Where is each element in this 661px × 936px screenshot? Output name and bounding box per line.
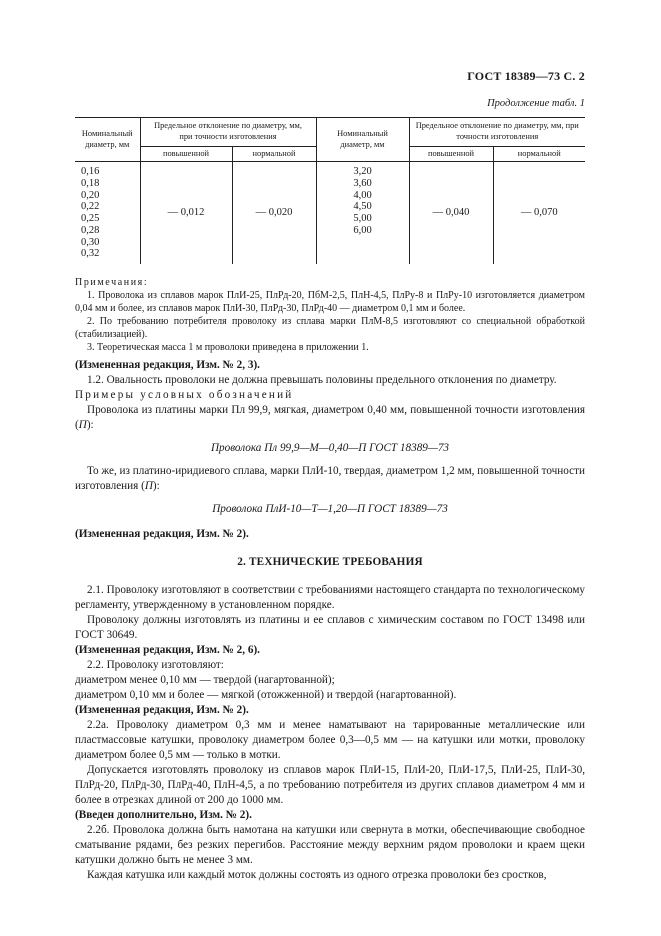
col-header-tolerance-2: Предельное отклонение по диаметру, мм, при точности изготовления — [409, 118, 585, 147]
paragraph-2-2b: 2.2б. Проволока должна быть намотана на катушки или свернута в мотки, обеспечивающие свободное сматывание рядами, без резких перегибов. Расстояние между верхним рядом проволоки и краем щеки катушки должно быть не менее 3 мм. — [75, 824, 585, 866]
section-title: 2. ТЕХНИЧЕСКИЕ ТРЕБОВАНИЯ — [237, 556, 423, 568]
col-header-increased: повышенной — [140, 147, 232, 162]
col-header-nominal-2: Номинальный диаметр, мм — [316, 118, 409, 162]
edit-note: (Измененная редакция, Изм. № 2, 3). — [75, 359, 260, 371]
paragraph-2-2: 2.2. Проволоку изготовляют: — [87, 659, 224, 671]
table-cell: 0,22 — [81, 201, 100, 213]
table-continuation-label: Продолжение табл. 1 — [487, 98, 585, 109]
edit-note: (Введен дополнительно, Изм. № 2). — [75, 809, 252, 821]
edit-note: (Измененная редакция, Изм. № 2, 6). — [75, 644, 260, 656]
notes-heading: Примечания: — [75, 277, 149, 288]
table-cell: 0,25 — [81, 213, 100, 224]
example-1-text-b: ): — [86, 419, 94, 431]
table-cell: 0,16 — [81, 166, 100, 177]
example-2-text-a: То же, из платино-иридиевого сплава, марки ПлИ-10, твердая, диаметром 1,2 мм, повышенной точности изготовления ( — [75, 465, 585, 492]
paragraph-1-2: 1.2. Овальность проволоки не должна превышать половины предельного отклонения по диаметру. — [87, 374, 557, 386]
col-header-tolerance: Предельное отклонение по диаметру, мм, при точности изготовления — [140, 118, 316, 147]
example-2-text — [75, 464, 585, 494]
col-header-normal-2: нормальной — [493, 147, 585, 162]
table-cell: 0,28 — [81, 224, 100, 236]
table-cell: 0,20 — [81, 189, 100, 201]
paragraph-2-1: 2.1. Проволоку изготовляют в соответствии с требованиями настоящего стандарта по технологическому регламенту, утвержденному в установленном порядке. — [75, 584, 585, 611]
example-2-text-em: П — [144, 480, 153, 492]
table-cell: 0,32 — [81, 248, 100, 260]
table-cell: 3,60 — [353, 177, 372, 189]
table-cell: 6,00 — [353, 224, 372, 236]
table-cell: — 0,040 — [409, 162, 493, 265]
example-1-text — [75, 403, 585, 433]
table-cell: 0,30 — [81, 236, 100, 248]
note-1: 1. Проволока из сплавов марок ПлИ-25, ПлРд-20, ПбМ-2,5, ПлН-4,5, ПлРу-8 и ПлРу-10 изготовляется диаметром 0,04 мм и более, из сплавов марок ПлИ-30, ПлРд-30, ПлРд-40 — диаметром 0,1 мм и более. — [75, 290, 585, 314]
col-header-normal: нормальной — [232, 147, 316, 162]
table-cell: 4,00 — [353, 189, 372, 201]
note-2: 2. По требованию потребителя проволоку из сплава марки ПлМ-8,5 изготовляют со специальной обработкой (стабилизацией). — [75, 316, 585, 340]
table-cell: 3,20 — [353, 166, 372, 177]
example-2-text-b: ): — [152, 480, 160, 492]
col-header-nominal: Номинальный диаметр, мм — [75, 118, 140, 162]
table-cell: — 0,012 — [140, 162, 232, 265]
example-1-designation: Проволока Пл 99,9—М—0,40—П ГОСТ 18389—73 — [210, 442, 450, 454]
paragraph-2-2-item-a: диаметром менее 0,10 мм — твердой (нагартованной); — [75, 674, 335, 686]
page-header: ГОСТ 18389—73 С. 2 — [467, 69, 585, 83]
paragraph-2-2a: 2.2а. Проволоку диаметром 0,3 мм и менее наматывают на тарированные металлические или пластмассовые катушки, проволоку диаметром более 0,3—0,5 мм — на катушки или мотки, проволоку диаметром более 0,5 мм — только в мотки. — [75, 719, 585, 761]
col-header-increased-2: повышенной — [409, 147, 493, 162]
edit-note: (Измененная редакция, Изм. № 2). — [75, 528, 249, 540]
table-cell: 0,18 — [81, 177, 100, 189]
left-diameter-list — [75, 162, 140, 265]
note-3: 3. Теоретическая масса 1 м проволоки приведена в приложении 1. — [87, 342, 369, 353]
edit-note: (Измененная редакция, Изм. № 2). — [75, 704, 249, 716]
paragraph-2-1b: Проволоку должны изготовлять из платины и ее сплавов с химическим составом по ГОСТ 13498 или ГОСТ 30649. — [75, 614, 585, 641]
tolerance-table — [75, 117, 585, 264]
paragraph-2-2-item-b: диаметром 0,10 мм и более — мягкой (отожженной) и твердой (нагартованной). — [75, 689, 457, 701]
table-cell: 5,00 — [353, 213, 372, 224]
right-diameter-list — [316, 162, 409, 265]
examples-heading: Примеры условных обозначений — [75, 389, 294, 401]
example-2-designation: Проволока ПлИ-10—Т—1,20—П ГОСТ 18389—73 — [212, 503, 448, 515]
table-cell: — 0,020 — [232, 162, 316, 265]
example-1-text-em: П — [78, 419, 87, 431]
section-1-continued — [75, 358, 585, 883]
example-1-text-a: Проволока из платины марки Пл 99,9, мягкая, диаметром 0,40 мм, повышенной точности изготовления ( — [75, 404, 585, 431]
paragraph-last: Каждая катушка или каждый моток должны состоять из одного отрезка проволоки без сростков, — [87, 869, 547, 881]
table-cell: 4,50 — [353, 201, 372, 213]
table-notes — [75, 276, 585, 354]
paragraph-2-2a-allow: Допускается изготовлять проволоку из сплавов марок ПлИ-15, ПлИ-20, ПлИ-17,5, ПлИ-25, ПлИ-30, ПлРд-20, ПлРд-30, ПлРд-40, ПлН-4,5, а по требованию потребителя из других сплавов диаметром 4 мм и более в отрезках длиной от 200 до 1000 мм. — [75, 764, 585, 806]
table-cell: — 0,070 — [493, 162, 585, 265]
